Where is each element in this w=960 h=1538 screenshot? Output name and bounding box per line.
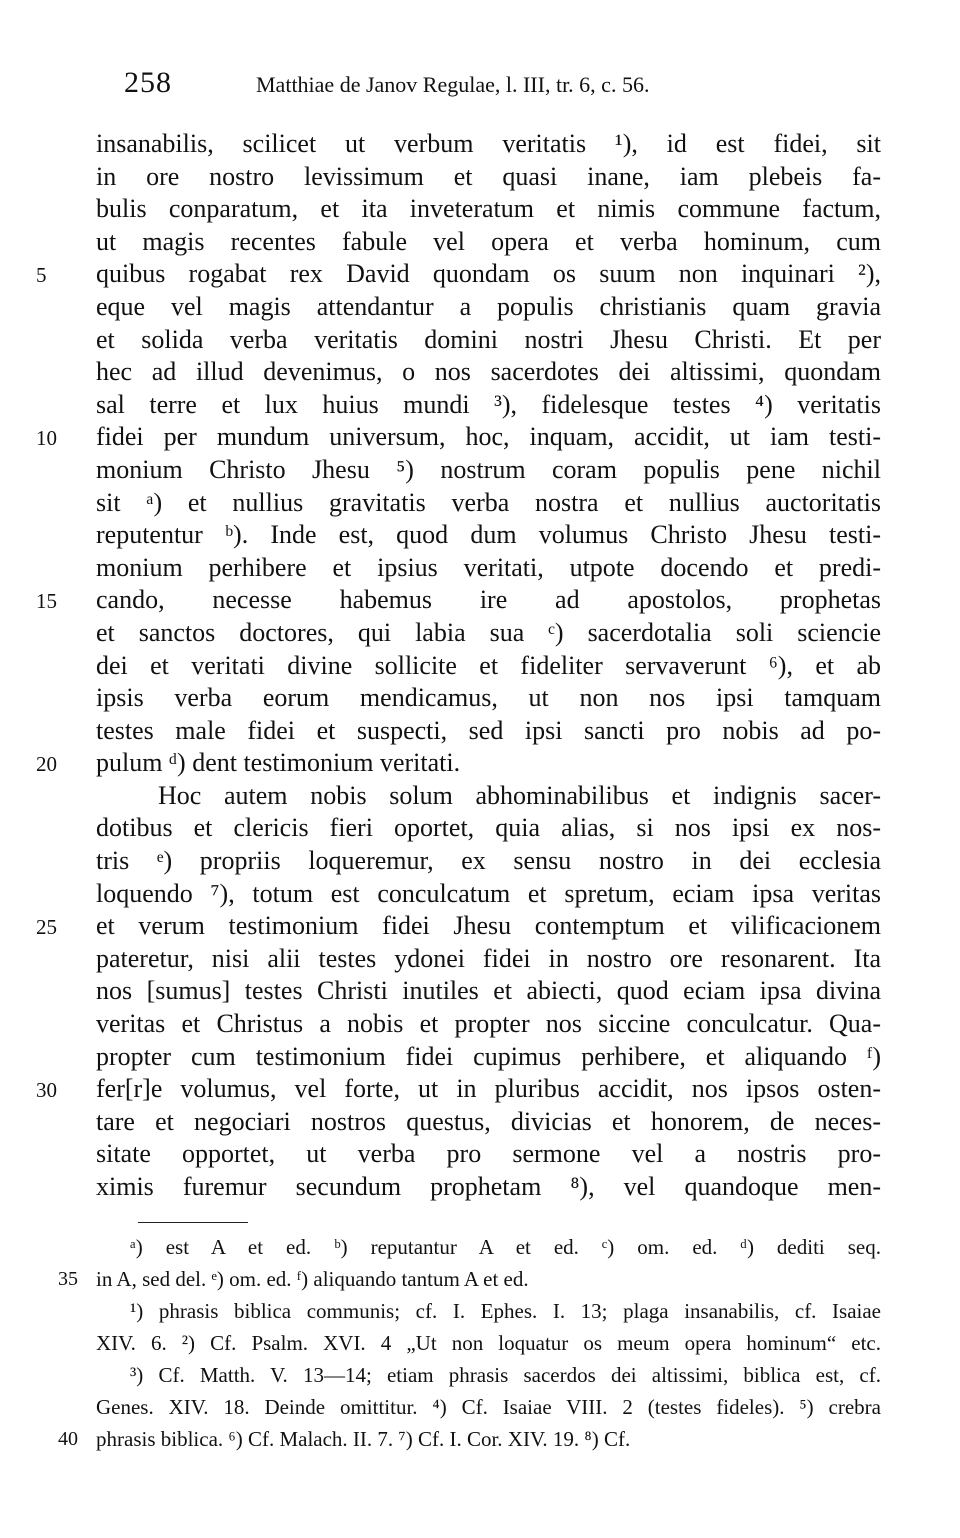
footnote-line — [0, 1360, 960, 1392]
line-number: 5 — [36, 263, 47, 288]
line-text: et verum testimonium fidei Jhesu contemptum et vilificacionem — [96, 911, 881, 941]
text-line — [0, 1171, 960, 1204]
text-line — [0, 421, 960, 454]
line-text: veritas et Christus a nobis et propter nos siccine conculcatur. Qua- — [96, 1009, 881, 1039]
line-text: hec ad illud devenimus, o nos sacerdotes dei altissimi, quondam — [96, 357, 881, 387]
text-line — [0, 324, 960, 357]
main-text — [0, 128, 960, 1204]
line-number: 15 — [36, 589, 57, 614]
text-line — [0, 1138, 960, 1171]
text-line — [0, 584, 960, 617]
text-line — [0, 650, 960, 683]
line-text: reputentur ᵇ). Inde est, quod dum volumus Christo Jhesu testi- — [96, 520, 881, 550]
text-line — [0, 1008, 960, 1041]
line-number: 25 — [36, 915, 57, 940]
text-line — [0, 226, 960, 259]
text-line — [0, 812, 960, 845]
text-line — [0, 617, 960, 650]
line-text: ut magis recentes fabule vel opera et verba hominum, cum — [96, 226, 881, 256]
line-text: sal terre et lux huius mundi ³), fidelesque testes ⁴) veritatis — [96, 389, 881, 419]
page-header — [0, 62, 960, 102]
text-line — [0, 1073, 960, 1106]
text-line — [0, 519, 960, 552]
text-line — [0, 878, 960, 911]
line-text: insanabilis, scilicet ut verbum veritatis ¹), id est fidei, sit — [96, 129, 881, 158]
text-line — [0, 780, 960, 813]
line-text: testes male fidei et suspecti, sed ipsi sancti pro nobis ad po- — [96, 715, 881, 745]
footnote-text: XIV. 6. ²) Cf. Psalm. XVI. 4 „Ut non loquatur os meum opera hominum“ etc. — [96, 1331, 881, 1355]
text-line — [0, 747, 960, 780]
line-number: 35 — [58, 1268, 78, 1290]
line-text: monium perhibere et ipsius veritati, utpote docendo et predi- — [96, 552, 881, 582]
footnote-text: ᵃ) est A et ed. ᵇ) reputantur A et ed. ᶜ) om. ed. ᵈ) dediti seq. — [130, 1235, 881, 1259]
text-line — [0, 1106, 960, 1139]
line-text: monium Christo Jhesu ⁵) nostrum coram populis pene nichil — [96, 454, 881, 484]
line-text: fer[r]e volumus, vel forte, ut in pluribus accidit, nos ipsos osten- — [96, 1074, 881, 1104]
line-text: tris ᵉ) propriis loqueremur, ex sensu nostro in dei ecclesia — [96, 846, 881, 876]
text-line — [0, 943, 960, 976]
line-text: dotibus et clericis fieri oportet, quia alias, si nos ipsi ex nos- — [96, 813, 881, 843]
line-text: dei et veritati divine sollicite et fideliter servaverunt ⁶), et ab — [96, 650, 881, 680]
footnote-line — [0, 1232, 960, 1264]
running-head: Matthiae de Janov Regulae, l. III, tr. 6, c. 56. — [256, 72, 650, 97]
line-text: ximis furemur secundum prophetam ⁸), vel quandoque men- — [96, 1172, 881, 1201]
text-line — [0, 193, 960, 226]
text-line — [0, 715, 960, 748]
line-text: loquendo ⁷), totum est conculcatum et spretum, eciam ipsa veritas — [96, 878, 881, 908]
footnote-line — [0, 1392, 960, 1424]
footnote-rule — [138, 1222, 248, 1223]
footnote-line — [0, 1424, 960, 1456]
line-text: sitate opportet, ut verba pro sermone vel a nostris pro- — [96, 1139, 881, 1169]
line-number: 30 — [36, 1078, 57, 1103]
footnote-line — [0, 1328, 960, 1360]
line-text: bulis conparatum, et ita inveteratum et nimis commune factum, — [96, 194, 881, 224]
text-line — [0, 975, 960, 1008]
footnotes — [0, 1232, 960, 1456]
line-text: pulum ᵈ) dent testimonium veritati. — [96, 748, 461, 778]
text-line — [0, 552, 960, 585]
line-text: eque vel magis attendantur a populis christianis quam gravia — [96, 291, 881, 321]
text-line — [0, 910, 960, 943]
text-line — [0, 1041, 960, 1074]
footnote-text: Genes. XIV. 18. Deinde omittitur. ⁴) Cf. Isaiae VIII. 2 (testes fideles). ⁵) crebra — [96, 1395, 881, 1419]
text-line — [0, 389, 960, 422]
footnote-line — [0, 1264, 960, 1296]
line-number: 40 — [58, 1428, 78, 1450]
footnote-text: ³) Cf. Matth. V. 13—14; etiam phrasis sacerdos dei altissimi, biblica est, cf. — [130, 1363, 881, 1387]
footnote-text: in A, sed del. ᵉ) om. ed. ᶠ) aliquando tantum A et ed. — [96, 1267, 529, 1291]
footnote-text: phrasis biblica. ⁶) Cf. Malach. II. 7. ⁷) Cf. I. Cor. XIV. 19. ⁸) Cf. — [96, 1427, 631, 1451]
line-text: tare et negociari nostros questus, divicias et honorem, de neces- — [96, 1106, 881, 1136]
line-text: ipsis verba eorum mendicamus, ut non nos ipsi tamquam — [96, 683, 881, 713]
text-line — [0, 161, 960, 194]
text-line — [0, 682, 960, 715]
text-line — [0, 845, 960, 878]
line-text: et sanctos doctores, qui labia sua ᶜ) sacerdotalia soli sciencie — [96, 617, 881, 647]
text-line — [0, 291, 960, 324]
footnote-line — [0, 1296, 960, 1328]
page-number: 258 — [124, 66, 172, 99]
text-line — [0, 454, 960, 487]
line-text: in ore nostro levissimum et quasi inane, iam plebeis fa- — [96, 161, 881, 191]
line-text: cando, necesse habemus ire ad apostolos, prophetas — [96, 585, 881, 615]
footnote-text: ¹) phrasis biblica communis; cf. I. Ephes. I. 13; plaga insanabilis, cf. Isaiae — [130, 1299, 881, 1323]
line-number: 20 — [36, 752, 57, 777]
line-number: 10 — [36, 426, 57, 451]
line-text: pateretur, nisi alii testes ydonei fidei in nostro ore resonarent. Ita — [96, 943, 881, 973]
text-line — [0, 356, 960, 389]
line-text: fidei per mundum universum, hoc, inquam, accidit, ut iam testi- — [96, 422, 881, 452]
text-line — [0, 128, 960, 161]
line-text: propter cum testimonium fidei cupimus perhibere, et aliquando ᶠ) — [96, 1041, 881, 1071]
text-line — [0, 487, 960, 520]
line-text: Hoc autem nobis solum abhominabilibus et indignis sacer- — [158, 780, 881, 810]
text-line — [0, 258, 960, 291]
line-text: et solida verba veritatis domini nostri Jhesu Christi. Et per — [96, 324, 881, 354]
line-text: quibus rogabat rex David quondam os suum non inquinari ²), — [96, 259, 881, 289]
line-text: nos [sumus] testes Christi inutiles et abiecti, quod eciam ipsa divina — [96, 976, 881, 1006]
line-text: sit ᵃ) et nullius gravitatis verba nostra et nullius auctoritatis — [96, 487, 881, 517]
